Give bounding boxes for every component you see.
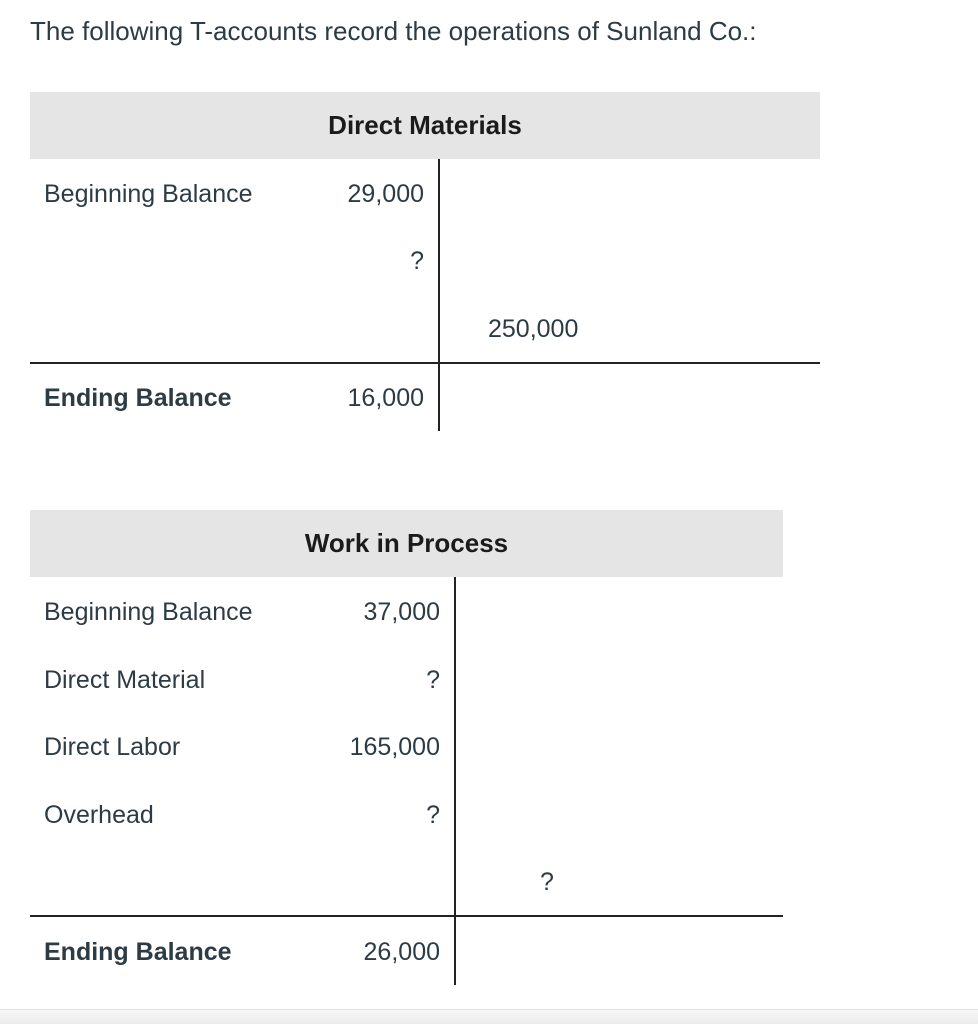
t-account-horizontal-line bbox=[30, 362, 820, 364]
intro-text: The following T-accounts record the operations of Sunland Co.: bbox=[30, 16, 757, 46]
direct-materials-t-account bbox=[30, 92, 820, 437]
work-in-process-t-account bbox=[30, 510, 783, 990]
page-bottom-edge bbox=[0, 1009, 978, 1024]
ending-balance-value: 26,000 bbox=[363, 938, 440, 966]
debit-unknown-value: ? bbox=[410, 247, 424, 275]
beginning-balance-value: 37,000 bbox=[363, 598, 440, 626]
overhead-label: Overhead bbox=[44, 801, 154, 829]
ending-balance-label: Ending Balance bbox=[44, 938, 232, 966]
overhead-value: ? bbox=[426, 801, 440, 829]
beginning-balance-label: Beginning Balance bbox=[44, 598, 253, 626]
credit-value: ? bbox=[540, 868, 554, 896]
direct-labor-value: 165,000 bbox=[349, 733, 440, 761]
beginning-balance-value: 29,000 bbox=[347, 180, 424, 208]
ending-balance-value: 16,000 bbox=[347, 384, 424, 412]
ending-balance-label: Ending Balance bbox=[44, 384, 232, 412]
direct-material-label: Direct Material bbox=[44, 666, 206, 694]
t-account-vertical-line bbox=[438, 159, 440, 431]
t-account-horizontal-line bbox=[30, 915, 783, 917]
credit-value: 250,000 bbox=[488, 315, 579, 343]
beginning-balance-label: Beginning Balance bbox=[44, 180, 253, 208]
work-in-process-title: Work in Process bbox=[30, 510, 783, 577]
direct-materials-title: Direct Materials bbox=[30, 92, 820, 159]
direct-material-value: ? bbox=[426, 666, 440, 694]
direct-labor-label: Direct Labor bbox=[44, 733, 181, 761]
t-account-vertical-line bbox=[454, 577, 456, 985]
